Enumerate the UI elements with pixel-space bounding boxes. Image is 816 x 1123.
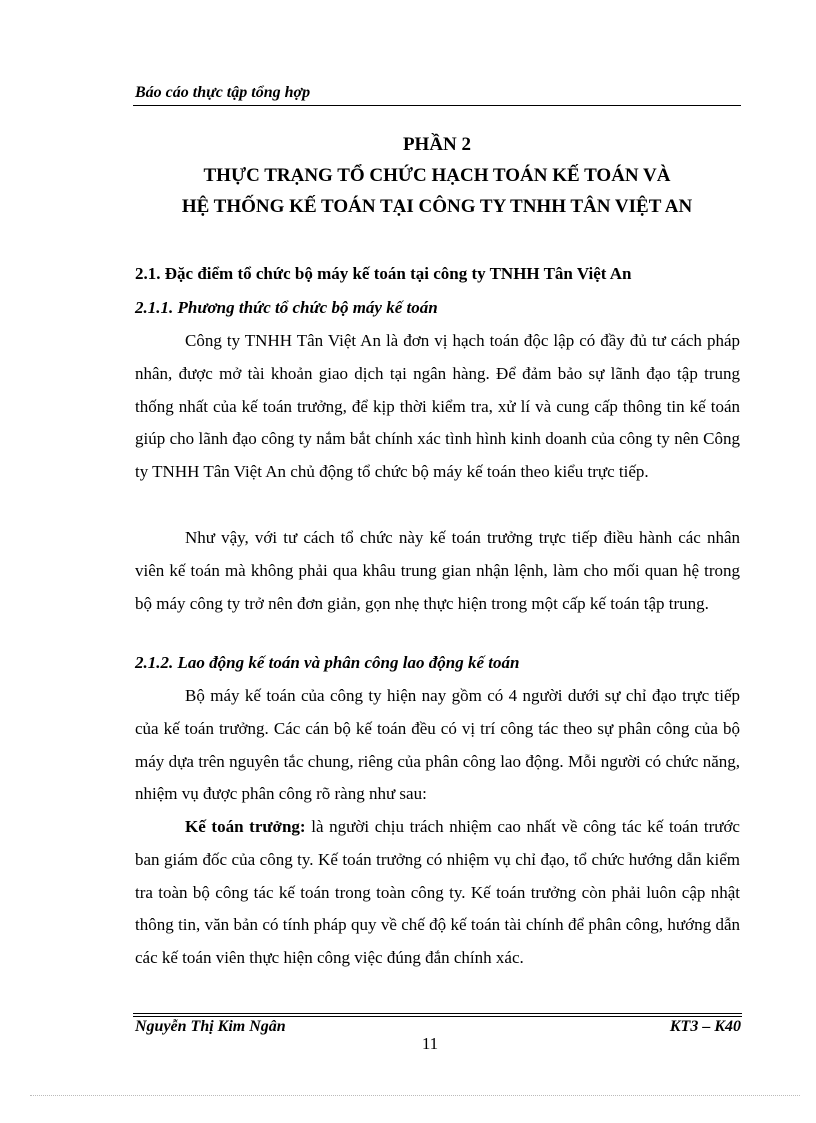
section-heading-2-1: 2.1. Đặc điểm tổ chức bộ máy kế toán tại công ty TNHH Tân Việt An [135, 264, 632, 283]
footer-class: KT3 – K40 [669, 1018, 741, 1035]
chief-accountant-text: là người chịu trách nhiệm cao nhất về công tác kế toán trước ban giám đốc của công ty. Kế toán trưởng có nhiệm vụ chỉ đạo, tổ chức hướng dẫn kiểm tra toàn bộ công tác kế toán trong toàn công ty. Kế toán trưởng còn phải luôn cập nhật thông tin, văn bản có tính pháp quy về chế độ kế toán tài chính để phân công, hướng dẫn các kế toán viên thực hiện công việc đúng đắn chính xác. [135, 817, 740, 968]
footer-author: Nguyễn Thị Kim Ngân [135, 1018, 286, 1035]
section-heading-2-1-1: 2.1.1. Phương thức tổ chức bộ máy kế toán [135, 298, 438, 317]
chief-accountant-label: Kế toán trưởng: [185, 817, 306, 836]
footer-rule-bottom [133, 1016, 742, 1017]
chapter-title-line-2: HỆ THỐNG KẾ TOÁN TẠI CÔNG TY TNHH TÂN VIỆT AN [181, 196, 693, 217]
paragraph-chief-accountant [135, 811, 740, 975]
paragraph-2-1-2-a: Bộ máy kế toán của công ty hiện nay gồm có 4 người dưới sự chỉ đạo trực tiếp của kế toán trưởng. Các cán bộ kế toán đều có vị trí công tác theo sự phân công của bộ máy dựa trên nguyên tắc chung, riêng của phân công lao động. Mỗi người có chức năng, nhiệm vụ được phân công rõ ràng như sau: [135, 686, 740, 804]
part-title: PHẦN 2 [402, 134, 472, 155]
section-heading-2-1-2: 2.1.2. Lao động kế toán và phân công lao động kế toán [135, 653, 520, 672]
chapter-title-line-1: THỰC TRẠNG TỔ CHỨC HẠCH TOÁN KẾ TOÁN VÀ [203, 165, 671, 186]
paragraph-2-1-1-a: Công ty TNHH Tân Việt An là đơn vị hạch toán độc lập có đầy đủ tư cách pháp nhân, được mở tài khoản giao dịch tại ngân hàng. Để đảm bảo sự lãnh đạo tập trung thống nhất của kế toán trưởng, để kịp thời kiểm tra, xử lí và cung cấp thông tin kế toán giúp cho lãnh đạo công ty nắm bắt chính xác tình hình kinh doanh của công ty nên Công ty TNHH Tân Việt An chủ động tổ chức bộ máy kế toán theo kiểu trực tiếp. [135, 331, 740, 482]
header-rule [133, 105, 741, 106]
paragraph-2-1-1-b: Như vậy, với tư cách tổ chức này kế toán trưởng trực tiếp điều hành các nhân viên kế toán mà không phải qua khâu trung gian nhận lệnh, làm cho mối quan hệ trong bộ máy công ty trở nên đơn giản, gọn nhẹ thực hiện trong một cấp kế toán tập trung. [135, 528, 740, 613]
footer-rule-top [133, 1013, 742, 1014]
page-edge-divider [30, 1095, 800, 1096]
running-header: Báo cáo thực tập tổng hợp [135, 84, 311, 101]
chapter-title [133, 130, 741, 222]
page-number: 11 [421, 1034, 439, 1053]
